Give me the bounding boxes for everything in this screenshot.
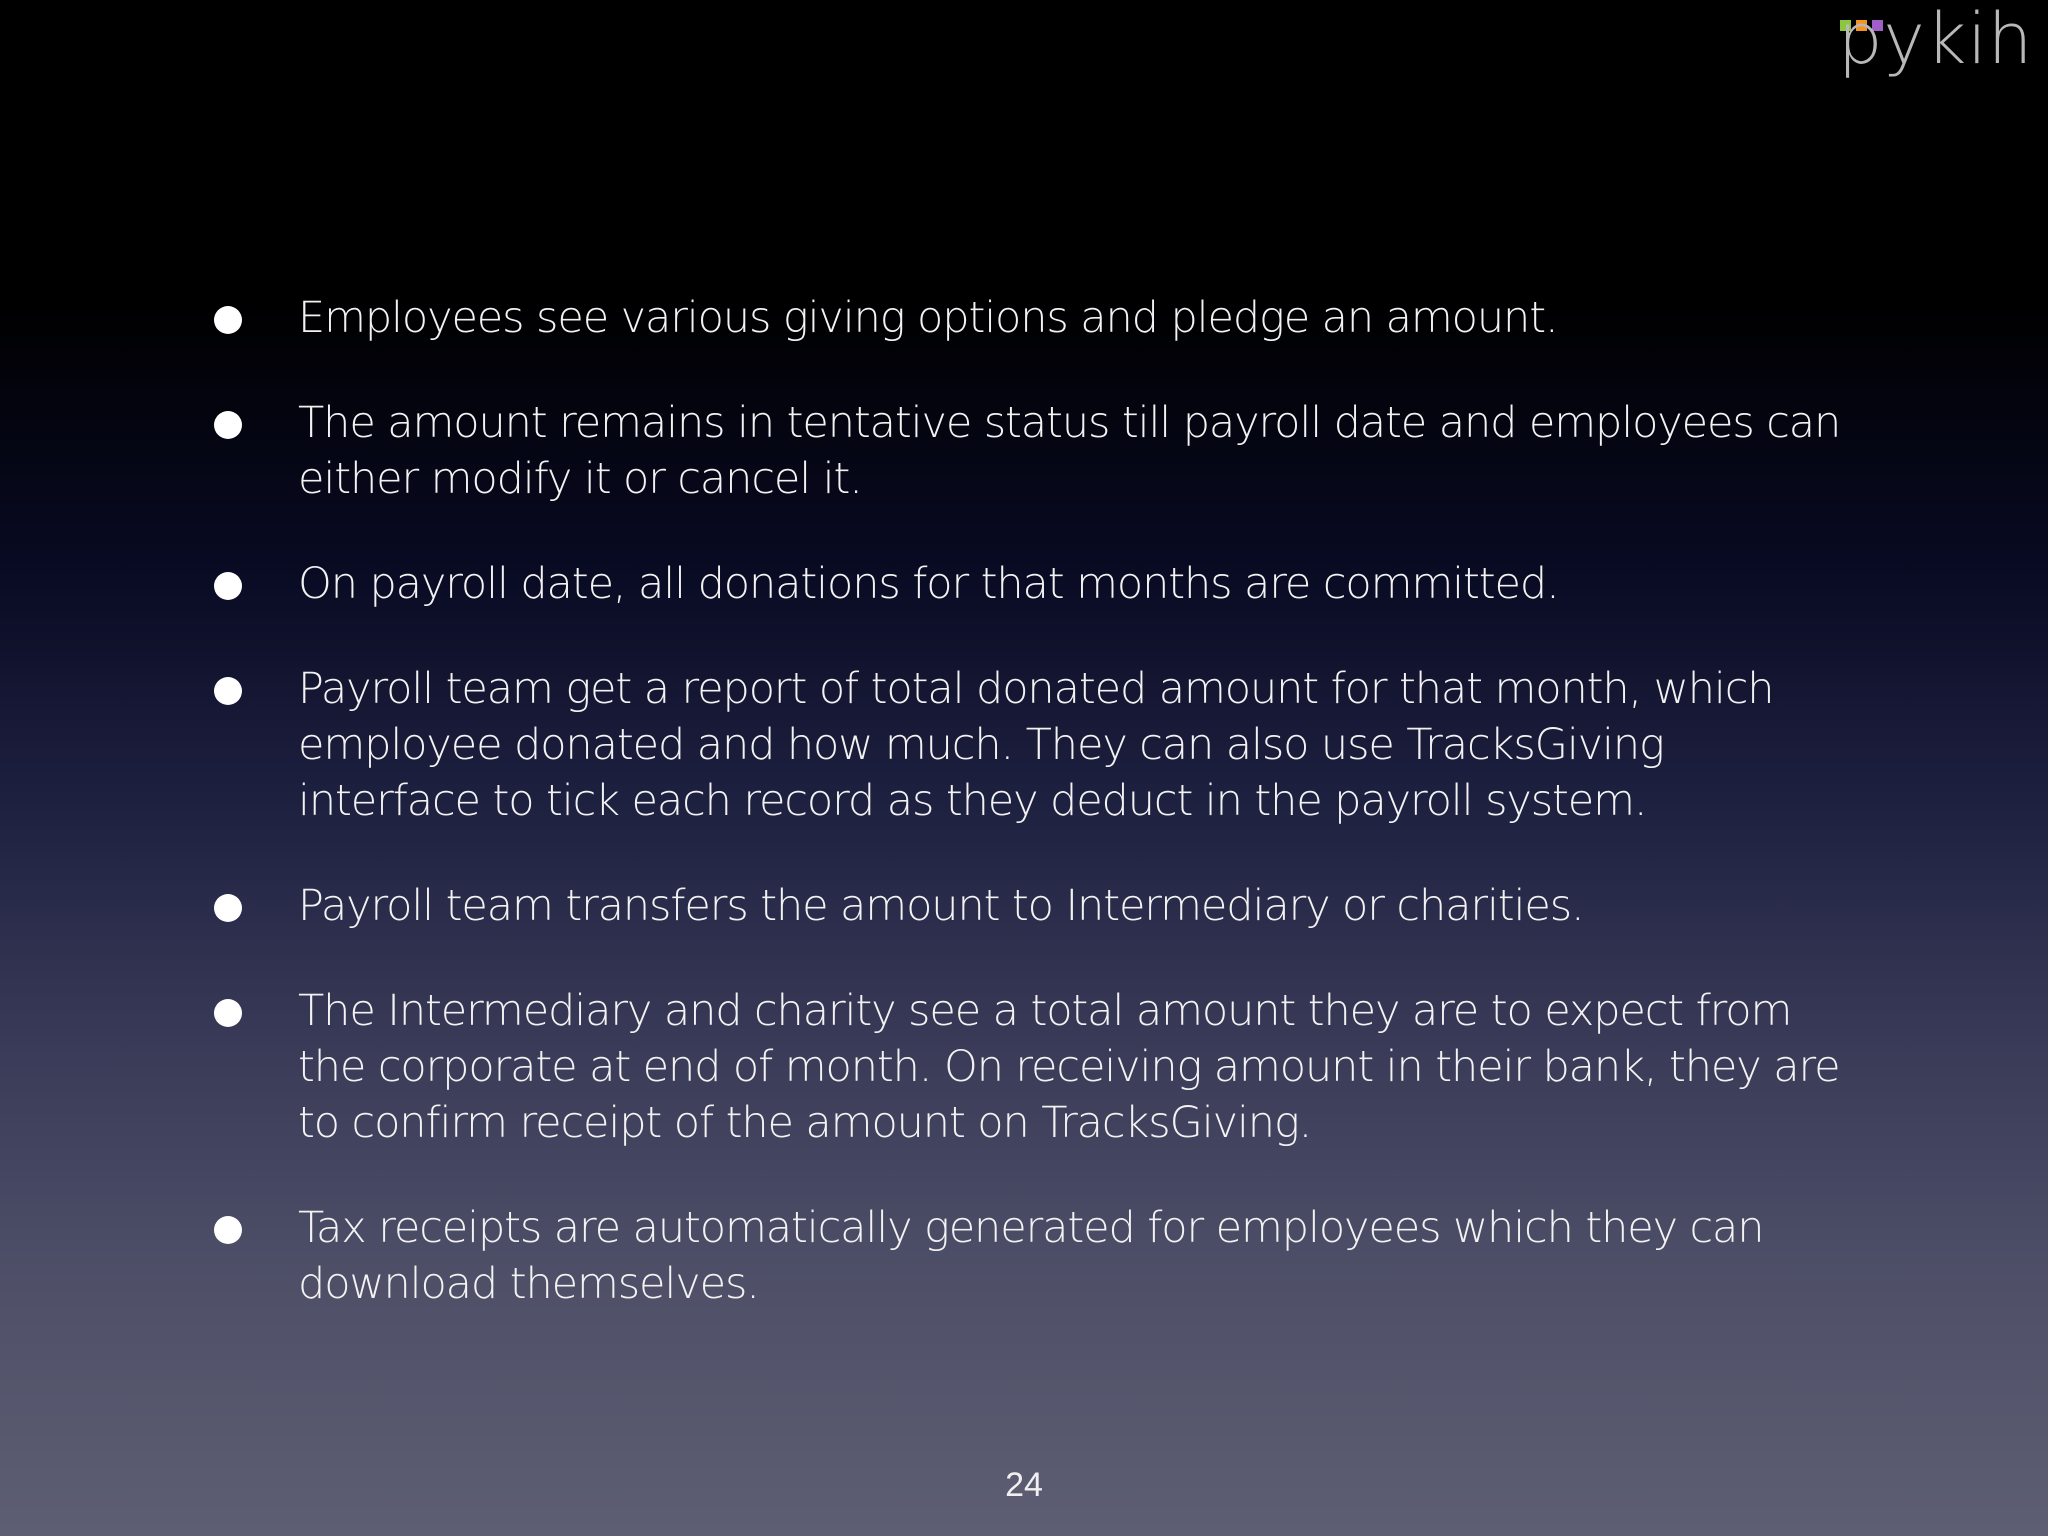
bullet-item <box>210 1200 1850 1312</box>
bullet-text: The Intermediary and charity see a total amount they are to expect from the corporate at end of month. On receiving amount in their bank, they are to confirm receipt of the amount on TracksGiving. <box>298 986 1840 1148</box>
bullet-dot-icon <box>214 894 242 922</box>
bullet-item <box>210 983 1850 1151</box>
bullet-dot-icon <box>214 411 242 439</box>
bullet-text: Payroll team get a report of total donated amount for that month, which employee donated and how much. They can also use TracksGiving interface to tick each record as they deduct in the payroll system. <box>298 664 1774 826</box>
bullet-text: The amount remains in tentative status till payroll date and employees can either modify it or cancel it. <box>298 398 1841 504</box>
bullet-item <box>210 395 1850 507</box>
bullet-dot-icon <box>214 1216 242 1244</box>
bullet-item <box>210 878 1850 934</box>
page-number: 24 <box>1005 1466 1043 1504</box>
bullet-text: Employees see various giving options and pledge an amount. <box>298 293 1558 343</box>
bullet-dot-icon <box>214 306 242 334</box>
bullet-dot-icon <box>214 999 242 1027</box>
bullet-dot-icon <box>214 677 242 705</box>
bullet-dot-icon <box>214 572 242 600</box>
bullet-text: On payroll date, all donations for that months are committed. <box>298 559 1559 609</box>
bullet-item <box>210 556 1850 612</box>
bullet-item <box>210 290 1850 346</box>
bullet-text: Payroll team transfers the amount to Intermediary or charities. <box>298 881 1584 931</box>
bullet-item <box>210 661 1850 829</box>
logo-text: pykih <box>1838 0 2034 80</box>
pykih-logo <box>1838 0 2034 94</box>
bullet-text: Tax receipts are automatically generated for employees which they can download themselves. <box>298 1203 1764 1309</box>
bullet-list <box>210 290 1850 1361</box>
